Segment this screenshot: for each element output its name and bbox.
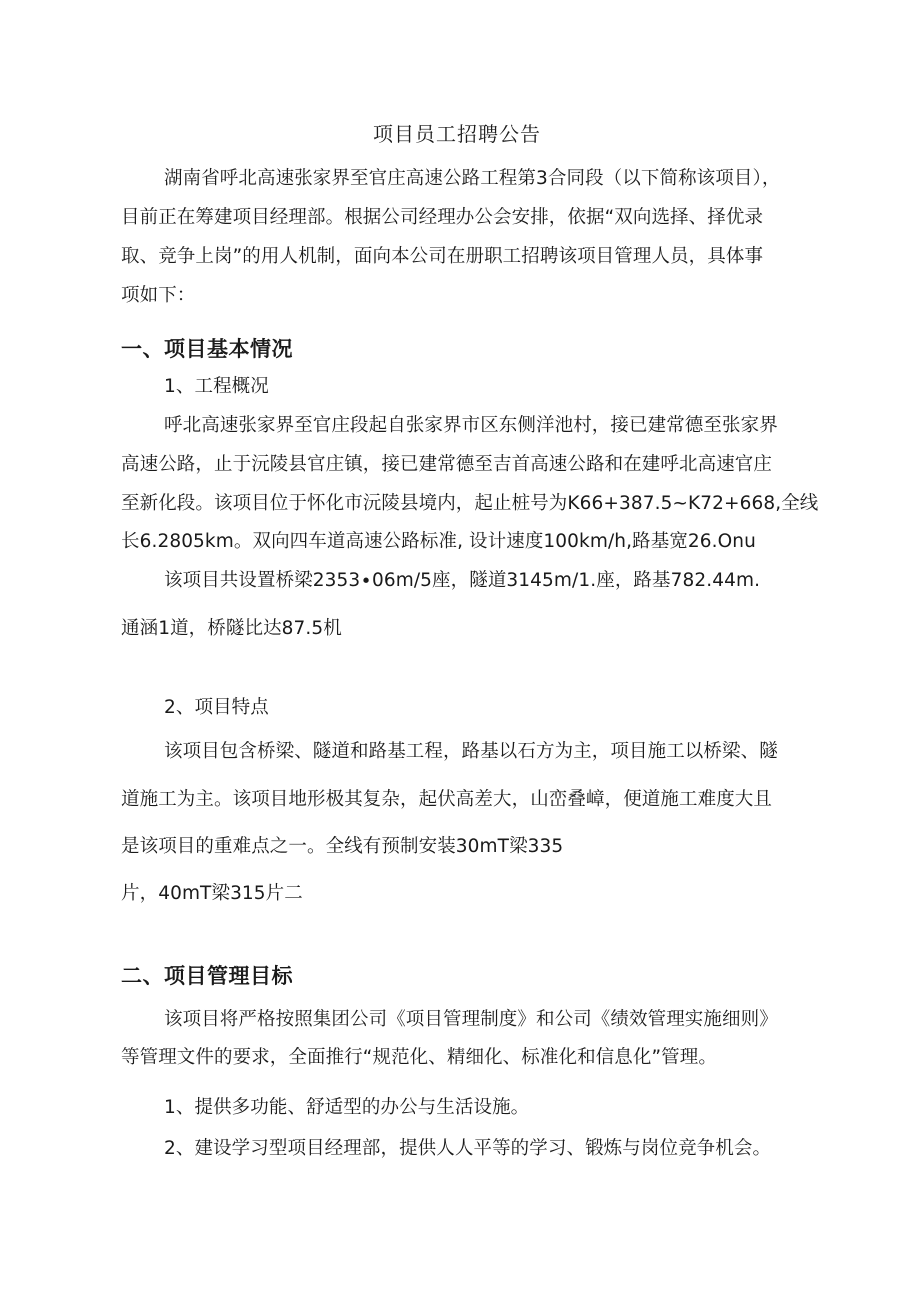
paragraph-line: 该项目将严格按照集团公司《项目管理制度》和公司《绩效管理实施细则》 <box>164 1009 778 1030</box>
paragraph-line: 长6.2805km。双向四车道高速公路标准, 设计速度100km∕h,路基宽26.Onu <box>121 531 756 552</box>
intro-line: 湖南省呼北高速张家界至官庄高速公路工程第3合同段（以下简称该项目）， <box>164 168 781 189</box>
paragraph-line: 至新化段。该项目位于怀化市沅陵县境内，起止桩号为K66+387.5~K72+668,全线 <box>121 493 819 514</box>
paragraph-line: 呼北高速张家界至官庄段起自张家界市区东侧洋池村，接已建常德至张家界 <box>164 415 778 436</box>
section-heading-basic-info: 一、项目基本情况 <box>121 337 293 361</box>
list-item: 2、建设学习型项目经理部，提供人人平等的学习、锻炼与岗位竞争机会。 <box>164 1138 772 1159</box>
intro-line: 目前正在筹建项目经理部。根据公司经理办公会安排，依据“双向选择、择优录 <box>121 207 764 228</box>
intro-line: 项如下： <box>121 285 196 306</box>
subsection-heading-features: 2、项目特点 <box>164 697 269 718</box>
paragraph-line: 片，40mT梁315片二 <box>121 883 303 904</box>
paragraph-line: 道施工为主。该项目地形极其复杂，起伏高差大，山峦叠嶂，便道施工难度大且 <box>121 789 773 810</box>
paragraph-line: 通涵1道，桥隧比达87.5机 <box>121 618 342 639</box>
intro-line: 取、竞争上岗”的用人机制，面向本公司在册职工招聘该项目管理人员，具体事 <box>121 246 764 267</box>
paragraph-line: 是该项目的重难点之一。全线有预制安装30mT梁335 <box>121 836 564 857</box>
paragraph-line: 该项目共设置桥梁2353∙06m∕5座，隧道3145m∕1.座，路基782.44m. <box>164 570 761 591</box>
paragraph-line: 等管理文件的要求，全面推行“规范化、精细化、标准化和信息化”管理。 <box>121 1047 717 1068</box>
section-heading-management-goals: 二、项目管理目标 <box>121 964 293 988</box>
page-title: 项目员工招聘公告 <box>373 122 541 146</box>
subsection-heading-overview: 1、工程概况 <box>164 376 269 397</box>
list-item: 1、提供多功能、舒适型的办公与生活设施。 <box>164 1097 530 1118</box>
paragraph-line: 该项目包含桥梁、隧道和路基工程，路基以石方为主，项目施工以桥梁、隧 <box>164 741 778 762</box>
paragraph-line: 高速公路，止于沅陵县官庄镇，接已建常德至吉首高速公路和在建呼北高速官庄 <box>121 454 773 475</box>
